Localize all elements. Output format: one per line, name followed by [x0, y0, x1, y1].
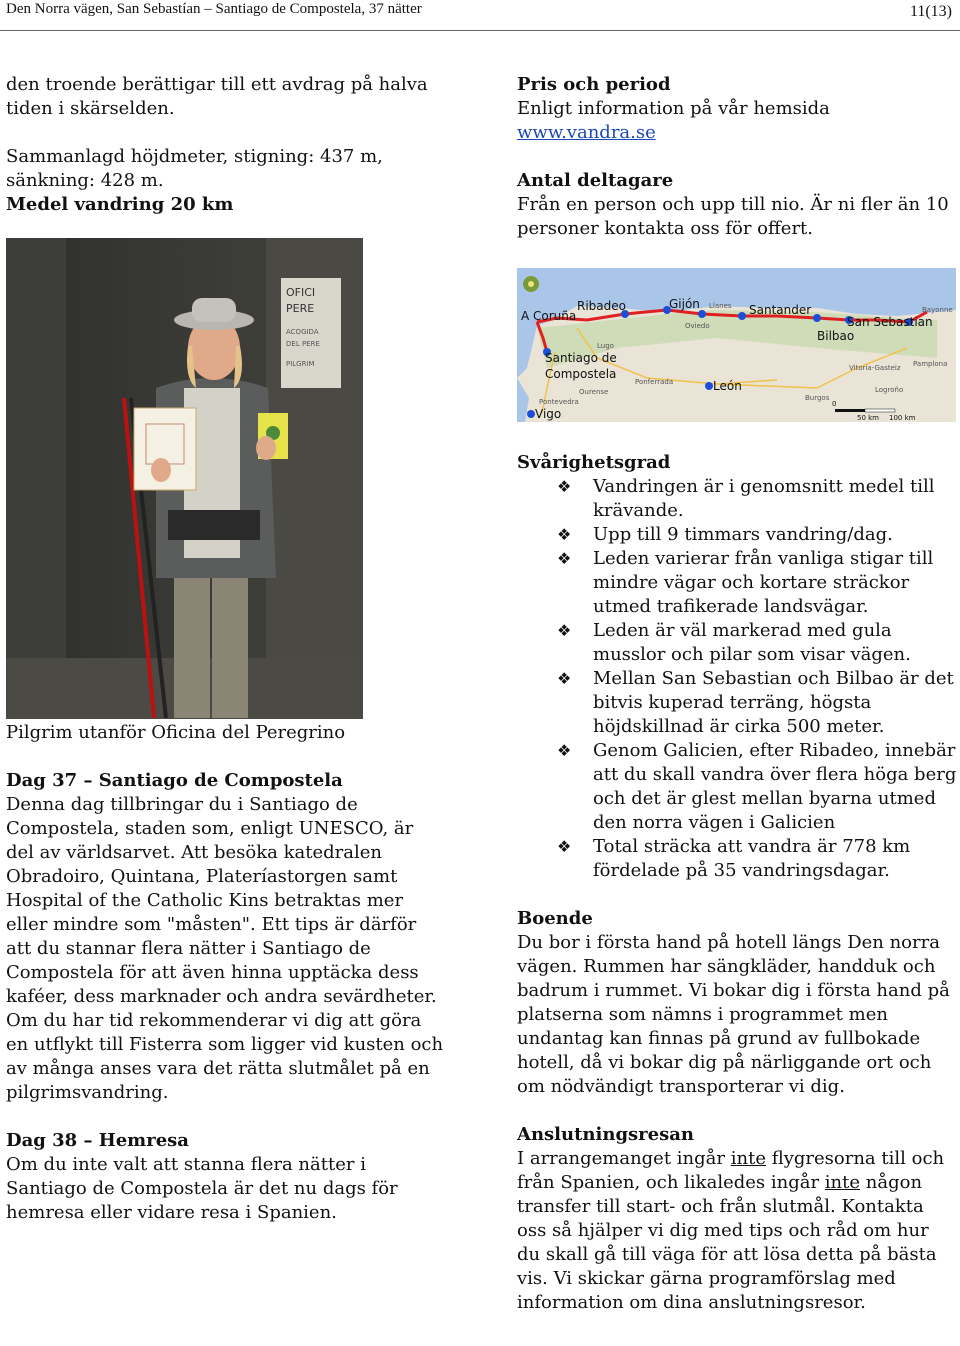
lodging-heading: Boende — [517, 908, 593, 929]
map-label-a-coruna: A Coruña — [521, 309, 577, 323]
bullet-icon: ❖ — [557, 621, 572, 640]
day38-heading: Dag 38 – Hemresa — [6, 1130, 189, 1151]
bullet-icon: ❖ — [557, 525, 572, 544]
map-label-ribadeo: Ribadeo — [577, 299, 626, 313]
participants-heading: Antal deltagare — [517, 170, 674, 191]
map-label-pamplona: Pamplona — [913, 360, 948, 368]
participants-text: Från en person och upp till nio. Är ni fler än 10 personer kontakta oss för offert. — [517, 194, 949, 239]
sign-line: DEL PERE — [286, 340, 320, 348]
bullet-icon: ❖ — [557, 741, 572, 760]
lodging-text: Du bor i första hand på hotell längs Den norra vägen. Rummen har sängkläder, handduk och badrum i rummet. Vi bokar dig i första hand på platserna som nämns i programmet men undantag kan finnas på grund av fullbokade hotell, då vi bokar dig på närliggande ort och om nödvändigt transporterar vi dig. — [517, 932, 950, 1097]
map-scale-0: 0 — [832, 400, 837, 408]
website-link[interactable]: www.vandra.se — [517, 122, 656, 143]
price-heading: Pris och period — [517, 74, 671, 95]
photo-caption: Pilgrim utanför Oficina del Peregrino — [6, 722, 346, 743]
header-divider — [0, 30, 960, 31]
page-number: 11(13) — [909, 3, 952, 20]
map-label-santander: Santander — [749, 303, 812, 317]
route-map-art — [517, 268, 956, 422]
map-label-leon: León — [713, 379, 742, 393]
map-label-ourense: Ourense — [579, 388, 609, 396]
average-hike-text: Medel vandring 20 km — [6, 194, 234, 215]
route-map — [517, 268, 956, 422]
map-scale-50: 50 km — [857, 414, 880, 422]
map-label-san-sebastian: San Sebastian — [847, 315, 933, 329]
map-label-bayonne: Bayonne — [922, 306, 953, 314]
list-item: ❖ Total sträcka att vandra är 778 km fördelade på 35 vandringsdagar. — [557, 836, 911, 881]
sign-line: PILGRIM — [286, 360, 315, 368]
price-text: Enligt information på vår hemsida — [517, 98, 830, 119]
map-label-vitoria: Vitoria-Gasteiz — [849, 364, 901, 372]
map-label-burgos: Burgos — [805, 394, 830, 402]
list-item: ❖ Upp till 9 timmars vandring/dag. — [557, 524, 893, 545]
sign-line: ACOGIDA — [286, 328, 319, 336]
connection-heading: Anslutningsresan — [517, 1124, 694, 1145]
pilgrim-photo-art — [6, 238, 363, 719]
left-top-block — [6, 73, 446, 217]
map-label-bilbao: Bilbao — [817, 329, 855, 343]
list-item: ❖ Genom Galicien, efter Ribadeo, innebär att du skall vandra över flera höga berg och det är glest mellan byarna utmed den norra vägen i Galicien — [557, 740, 957, 833]
day38-text: Om du inte valt att stanna flera nätter i Santiago de Compostela är det nu dags för hemresa eller vidare resa i Spanien. — [6, 1154, 398, 1223]
map-label-pontevedra: Pontevedra — [539, 398, 579, 406]
map-label-gijon: Gijón — [669, 297, 700, 311]
pilgrim-photo — [6, 238, 363, 719]
day37-heading: Dag 37 – Santiago de Compostela — [6, 770, 343, 791]
bullet-icon: ❖ — [557, 837, 572, 856]
header-title: Den Norra vägen, San Sebastían – Santiago de Compostela, 37 nätter — [6, 1, 422, 17]
map-label-vigo: Vigo — [535, 407, 562, 421]
day37-text: Denna dag tillbringar du i Santiago de Compostela, staden som, enligt UNESCO, är del av världsarvet. Att besöka katedralen Obradoiro, Quintana, Plateríastorgen samt Hospital of the Catholic Kins betraktas mer eller mindre som "måsten". Ett tips är därför att du stannar flera nätter i Santiago de Compostela för att även hinna upptäcka dess kaféer, dess marknader och andra sevärdheter. Om du har tid rekommenderar vi dig att göra en utflykt till Fisterra som ligger vid kusten och av många anses vara det rätta slutmålet på en pilgrimsvandring. — [6, 794, 444, 1103]
list-item: ❖ Mellan San Sebastian och Bilbao är det bitvis kuperad terräng, högsta höjdskillnad är cirka 500 meter. — [557, 668, 954, 737]
elevation-text: Sammanlagd höjdmeter, stigning: 437 m, sänkning: 428 m. — [6, 146, 383, 191]
underlined-inte: inte — [824, 1172, 861, 1193]
difficulty-heading: Svårighetsgrad — [517, 452, 671, 473]
list-item: ❖ Leden varierar från vanliga stigar till mindre vägar och kortare sträckor utmed trafikerade landsvägar. — [557, 548, 934, 617]
list-item: ❖ Vandringen är i genomsnitt medel till krävande. — [557, 476, 935, 521]
map-label-llanes: Llanes — [709, 302, 732, 310]
purgatory-text: den troende berättigar till ett avdrag på halva tiden i skärselden. — [6, 74, 428, 119]
underlined-inte: inte — [730, 1148, 766, 1169]
map-label-logrono: Logroño — [875, 386, 904, 394]
left-bottom-block — [6, 769, 446, 1225]
bullet-icon: ❖ — [557, 669, 572, 688]
map-label-oviedo: Oviedo — [685, 322, 710, 330]
list-item: ❖ Leden är väl markerad med gula musslor och pilar som visar vägen. — [557, 620, 911, 665]
map-label-lugo: Lugo — [597, 342, 614, 350]
sign-line: PERE — [286, 302, 315, 315]
right-bottom-block — [517, 451, 957, 1315]
sign-line: OFICI — [286, 286, 316, 299]
bullet-icon: ❖ — [557, 477, 572, 496]
map-label-ponferrada: Ponferrada — [635, 378, 674, 386]
difficulty-list — [517, 475, 957, 883]
bullet-icon: ❖ — [557, 549, 572, 568]
map-label-santiago: Santiago de — [545, 351, 617, 365]
connection-text: I arrangemanget ingår inte flygresorna till och från Spanien, och likaledes ingår inte någon transfer till start- och från slutmål. Kontakta oss så hjälper vi dig med tips och råd om hur du skall gå till väga för att lösa detta på bästa vis. Vi skickar gärna programförslag med information om dina anslutningsresor. — [517, 1148, 945, 1313]
map-scale-100: 100 km — [889, 414, 916, 422]
map-label-compostela: Compostela — [545, 367, 617, 381]
right-top-block — [517, 73, 957, 241]
